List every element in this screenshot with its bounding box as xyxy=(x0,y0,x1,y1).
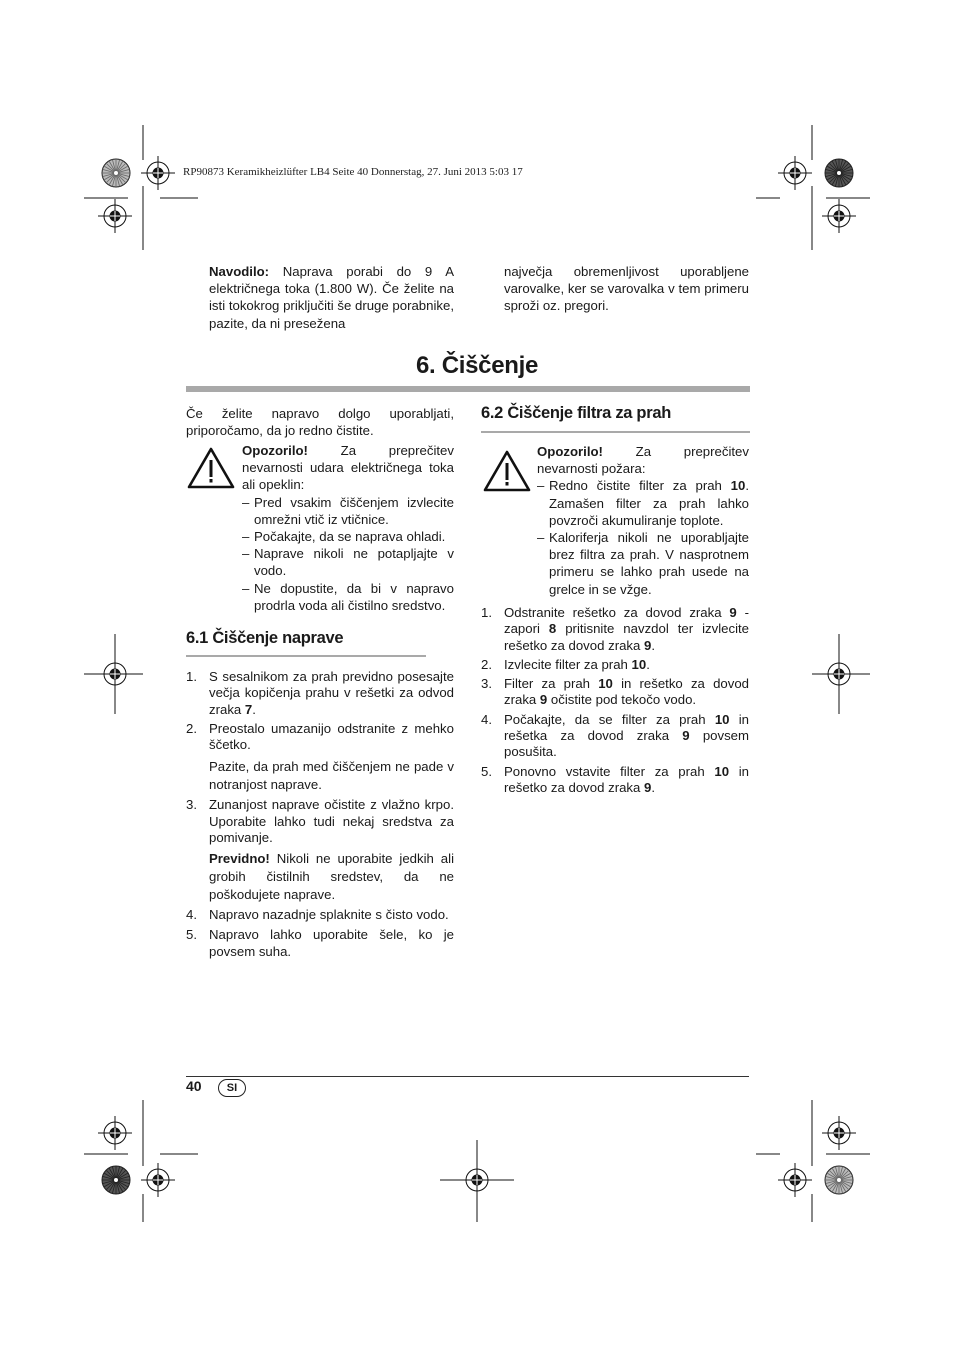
registration-mark-icon xyxy=(778,156,812,190)
warning-triangle-icon xyxy=(482,449,532,493)
note-label: Navodilo: xyxy=(209,264,270,279)
registration-mark-icon xyxy=(141,1163,175,1197)
registration-mark-icon xyxy=(778,1163,812,1197)
warning-1-label: Opozorilo! xyxy=(242,443,308,458)
note-text-left: Naprava porabi do 9 A električnega toka (1.800 W). Če želite na isti tokokrog priključiti še druge porabnike, pazite, da ni presežena xyxy=(209,264,454,331)
subsection-2-title: 6.2 Čiščenje filtra za prah xyxy=(481,404,671,422)
step-note: Pazite, da prah med čiščenjem ne pade v notranjost naprave. xyxy=(209,759,454,792)
step-caution: Previdno! Nikoli ne uporabite jedkih ali grobih čistilnih sredstev, da ne poškodujete naprave. xyxy=(209,851,454,902)
footer-rule xyxy=(186,1076,749,1077)
registration-mark-icon xyxy=(822,657,856,691)
step-item: 4. Napravo nazadnje splaknite s čisto vodo. xyxy=(186,907,449,923)
note-left xyxy=(209,263,454,332)
step-item: 1. Odstranite rešetko za dovod zraka 9 - zapori 8 pritisnite navzdol ter izvlecite rešetko za dovod zraka 9. xyxy=(481,605,750,653)
warning-1-item: – Naprave nikoli ne potapljajte v vodo. xyxy=(242,545,454,579)
warning-2-item: – Kaloriferja nikoli ne uporabljajte brez filtra za prah. V nasprotnem primeru se lahko prah usede na grelce in se vžge. xyxy=(537,529,749,598)
step-item: 5. Napravo lahko uporabite šele, ko je povsem suha. xyxy=(186,927,454,959)
subsection-1-rule xyxy=(186,655,426,657)
subsection-2-rule xyxy=(481,431,750,433)
registration-mark-icon xyxy=(98,1116,132,1150)
note-text-right: največja obremenljivost uporabljene varovalke, ker se varovalka v tem primeru sproži oz. pregori. xyxy=(504,264,749,314)
registration-mark-icon xyxy=(460,1163,494,1197)
warning-triangle-icon xyxy=(186,446,236,490)
warning-2-label: Opozorilo! xyxy=(537,444,603,459)
language-badge: SI xyxy=(218,1079,246,1097)
step-item: 3. Zunanjost naprave očistite z vlažno krpo. Uporabite lahko tudi nekaj sredstva za pomivanje. Previdno! Nikoli ne uporabite jedkih ali grobih čistilnih sredstev, da ne poškodujete naprave. xyxy=(186,797,454,902)
warning-2: Opozorilo! Za preprečitev nevarnosti požara: – Redno čistite filter za prah 10. Zamašen filter za prah lahko povzroči akumuliranje toplote. – Kaloriferja nikoli ne uporabljajte brez filtra za prah. V nasprotnem primeru se lahko prah usede na grelce in se vžge. xyxy=(537,443,749,598)
color-calibration-wheel-icon xyxy=(825,1166,853,1194)
subsection-1-steps xyxy=(186,669,454,962)
registration-mark-icon xyxy=(141,156,175,190)
color-calibration-wheel-icon xyxy=(825,159,853,187)
note-right xyxy=(504,263,749,315)
step-item: 2. Izvlecite filter za prah 10. xyxy=(481,656,650,672)
warning-1-item: – Ne dopustite, da bi v napravo prodrla voda ali čistilno sredstvo. xyxy=(242,580,454,614)
registration-mark-icon xyxy=(822,1116,856,1150)
step-item: 4. Počakajte, da se filter za prah 10 in rešetka za dovod zraka 9 povsem posušita. xyxy=(481,711,749,760)
registration-mark-icon xyxy=(822,199,856,233)
color-calibration-wheel-icon xyxy=(102,159,130,187)
color-calibration-wheel-icon xyxy=(102,1166,130,1194)
warning-1-item: – Pred vsakim čiščenjem izvlecite omrežni vtič iz vtičnice. xyxy=(242,494,454,528)
registration-mark-icon xyxy=(98,657,132,691)
subsection-2-steps xyxy=(481,605,749,798)
section-title: 6. Čiščenje xyxy=(415,352,539,379)
page-number: 40 xyxy=(186,1078,202,1094)
step-item: 2. Preostalo umazanijo odstranite z mehko ščetko. Pazite, da prah med čiščenjem ne pade v notranjost naprave. xyxy=(186,720,454,792)
print-header: RP90873 Keramikheizlüfter LB4 Seite 40 Donnerstag, 27. Juni 2013 5:03 17 xyxy=(183,166,523,178)
section-rule xyxy=(186,386,750,392)
warning-1-text: Za preprečitev nevarnosti udara električnega toka ali opeklin: xyxy=(242,443,454,493)
step-item: 5. Ponovno vstavite filter za prah 10 in rešetko za dovod zraka 9. xyxy=(481,763,750,795)
warning-2-item: – Redno čistite filter za prah 10. Zamašen filter za prah lahko povzroči akumuliranje toplote. xyxy=(537,477,749,529)
warning-1-item: – Počakajte, da se naprava ohladi. xyxy=(242,528,454,545)
registration-mark-icon xyxy=(98,199,132,233)
step-item: 3. Filter za prah 10 in rešetko za dovod zraka 9 očistite pod tekočo vodo. xyxy=(481,676,749,708)
intro-text: Če želite napravo dolgo uporabljati, priporočamo, da jo redno čistite. xyxy=(186,406,454,439)
subsection-1-title: 6.1 Čiščenje naprave xyxy=(186,629,344,647)
warning-1 xyxy=(242,442,454,614)
step-item: 1. S sesalnikom za prah previdno posesajte večja kopičenja prahu v rešetki za odvod zraka 7. xyxy=(186,669,454,717)
